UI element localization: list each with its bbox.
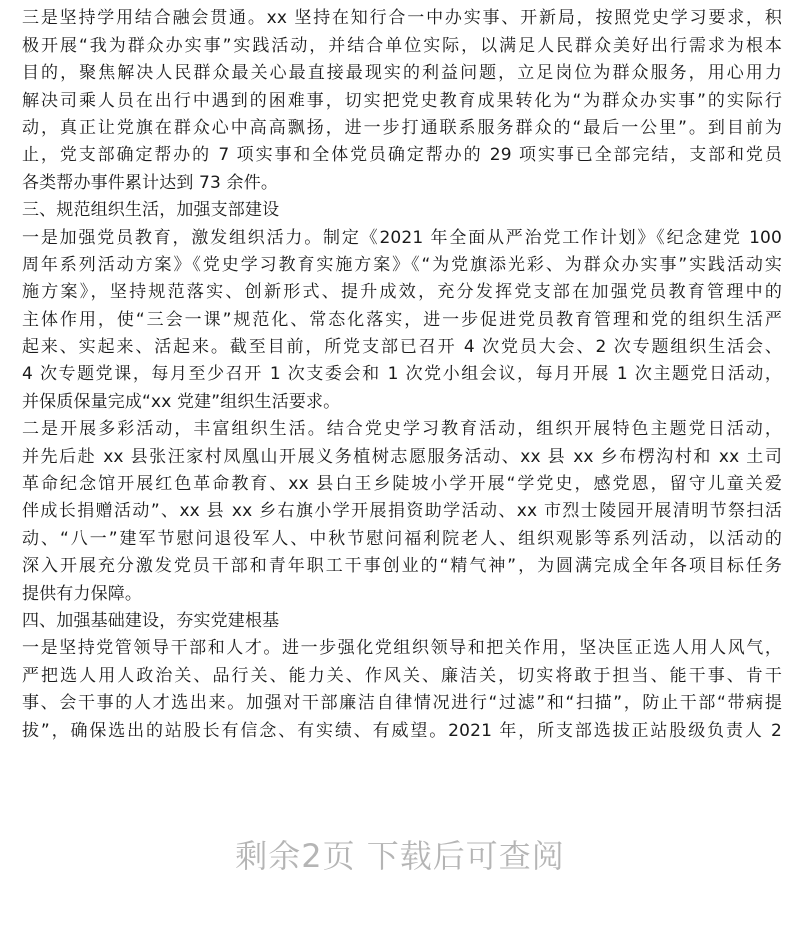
text-line: 事、会干事的人才选出来。加强对干部廉洁自律情况进行“过滤”和“扫描”，防止干部“带病提 xyxy=(22,693,782,714)
text-line: 伴成长捐赠活动”、xx 县 xx 乡右旗小学开展捐资助学活动、xx 市烈士陵园开展清明节祭扫活 xyxy=(22,501,782,522)
text-line: 动，真正让党旗在群众心中高高飘扬，进一步打通联系服务群众的“最后一公里”。到目前为 xyxy=(22,117,782,138)
text-line: 各类帮办事件累计达到 73 余件。 xyxy=(22,172,278,193)
remaining-pages-notice[interactable]: 剩余2页 下载后可查阅 xyxy=(235,837,565,875)
text-line: 止，党支部确定帮办的 7 项实事和全体党员确定帮办的 29 项实事已全部完结，支部和党员 xyxy=(22,145,782,166)
text-line: 动、“八一”建军节慰问退役军人、中秋节慰问福利院老人、组织观影等系列活动，以活动的 xyxy=(22,528,782,549)
document-body xyxy=(22,0,782,745)
text-line: 一是坚持党管领导干部和人才。进一步强化党组织领导和把关作用，坚决匡正选人用人风气， xyxy=(22,638,782,659)
text-line: 并保质保量完成“xx 党建”组织生活要求。 xyxy=(22,391,341,412)
text-line: 目的，聚焦解决人民群众最关心最直接最现实的利益问题，立足岗位为群众服务，用心用力 xyxy=(22,63,782,84)
text-line: 深入开展充分激发党员干部和青年职工干事创业的“精气神”，为圆满完成全年各项目标任务 xyxy=(22,556,782,577)
text-line: 革命纪念馆开展红色革命教育、xx 县白王乡陡坡小学开展“学党史，感党恩，留守儿童关爱 xyxy=(22,474,782,495)
text-line: 4 次专题党课，每月至少召开 1 次支委会和 1 次党小组会议，每月开展 1 次主题党日活动， xyxy=(22,364,782,385)
text-line: 周年系列活动方案》《党史学习教育实施方案》《“为党旗添光彩、为群众办实事”实践活动实 xyxy=(22,254,782,275)
section-heading: 四、加强基础建设，夯实党建根基 xyxy=(22,610,280,631)
text-line: 提供有力保障。 xyxy=(22,583,143,604)
text-line: 极开展“我为群众办实事”实践活动，并结合单位实际，以满足人民群众美好出行需求为根本 xyxy=(22,35,782,56)
text-line: 起来、实起来、活起来。截至目前，所党支部已召开 4 次党员大会、2 次专题组织生活会、 xyxy=(22,337,782,358)
text-line: 施方案》，坚持规范落实、创新形式、提升成效，充分发挥党支部在加强党员教育管理中的 xyxy=(22,282,782,303)
text-line: 三是坚持学用结合融会贯通。xx 坚持在知行合一中办实事、开新局，按照党史学习要求，积 xyxy=(22,8,782,29)
text-line: 拔”，确保选出的站股长有信念、有实绩、有威望。2021 年，所支部选拔正站股级负责人 2 xyxy=(22,720,782,741)
text-line: 一是加强党员教育，激发组织活力。制定《2021 年全面从严治党工作计划》《纪念建党 100 xyxy=(22,227,782,248)
text-line: 并先后赴 xx 县张汪家村凤凰山开展义务植树志愿服务活动、xx 县 xx 乡布楞沟村和 xx 土司 xyxy=(22,446,782,467)
text-line: 二是开展多彩活动，丰富组织生活。结合党史学习教育活动，组织开展特色主题党日活动， xyxy=(22,419,782,440)
text-line: 主体作用，使“三会一课”规范化、常态化落实，进一步促进党员教育管理和党的组织生活严 xyxy=(22,309,782,330)
text-line: 解决司乘人员在出行中遇到的困难事，切实把党史教育成果转化为“为群众办实事”的实际行 xyxy=(22,90,782,111)
section-heading: 三、规范组织生活，加强支部建设 xyxy=(22,200,280,221)
text-line: 严把选人用人政治关、品行关、能力关、作风关、廉洁关，切实将敢于担当、能干事、肯干 xyxy=(22,665,782,686)
